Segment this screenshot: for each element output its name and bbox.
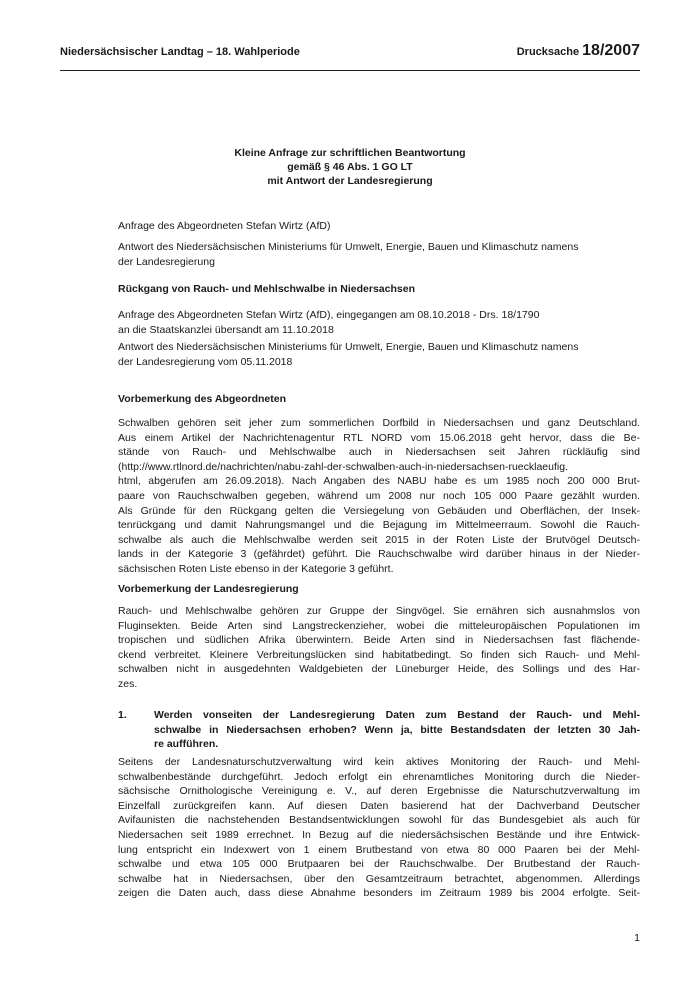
- document-number-value: 18/2007: [582, 42, 640, 59]
- document-number: [517, 42, 640, 60]
- document-title: [0, 146, 700, 188]
- parliament-period: Niedersächsischer Landtag – 18. Wahlperiode: [60, 46, 300, 58]
- inquirer-line: Anfrage des Abgeordneten Stefan Wirtz (AfD): [118, 220, 331, 232]
- subject-heading: Rückgang von Rauch- und Mehlschwalbe in Niedersachsen: [118, 283, 415, 295]
- receipt-paragraph: Anfrage des Abgeordneten Stefan Wirtz (AfD), eingegangen am 08.10.2018 - Drs. 18/1790 an die Staatskanzlei übersandt am 11.10.2018: [118, 309, 540, 336]
- section-heading-mp: Vorbemerkung des Abgeordneten: [118, 393, 287, 405]
- page-header: [60, 40, 640, 71]
- responder-paragraph: Antwort des Niedersächsischen Ministeriums für Umwelt, Energie, Bauen und Klimaschutz namens der Landesregierung: [118, 241, 579, 268]
- answer-date-paragraph: Antwort des Niedersächsischen Ministeriums für Umwelt, Energie, Bauen und Klimaschutz namens der Landesregierung vom 05.11.2018: [118, 341, 579, 368]
- title-line-3: mit Antwort der Landesregierung: [267, 175, 433, 187]
- question-1: [118, 708, 640, 752]
- title-line-2: gemäß § 46 Abs. 1 GO LT: [287, 161, 413, 173]
- section-body-government: Rauch- und Mehlschwalbe gehören zur Gruppe der Singvögel. Sie ernähren sich ausnahmslos von Fluginsekten. Beide Arten sind Langstreckenzieher, wobei die mitteleuropäischen Populationen im tropischen und südlichen Afrika überwintern. Beide Arten sind in Niedersachsen fast flächende- ckend verbreitet. Kleinere Verbreitungslücken sind habitatbedingt. So finden sich Rauch- und Mehl- schwalben nicht in ausgedehnten Waldgebieten der Lüneburger Heide, des Sollings und des Har- zes.: [118, 605, 640, 690]
- page-number: 1: [634, 932, 640, 944]
- question-text: Werden vonseiten der Landesregierung Daten zum Bestand der Rauch- und Mehl- schwalbe in Niedersachsen erhoben? Wenn ja, bitte Bestandsdaten der letzten 30 Jah- re aufführen.: [154, 709, 640, 751]
- title-line-1: Kleine Anfrage zur schriftlichen Beantwortung: [234, 147, 466, 159]
- question-number: 1.: [118, 709, 127, 721]
- section-body-mp: Schwalben gehören seit jeher zum sommerlichen Dorfbild in Niedersachsen und ganz Deutschland. Aus einem Artikel der Nachrichtenagentur RTL NORD vom 15.06.2018 geht hervor, dass die Be- stände von Rauch- und Mehlschwalbe auch in Niedersachsen seit Jahren rückläufig sind (http://www.rtlnord.de/nachrichten/nabu-zahl-der-schwalben-auch-in-niedersachsen-ruecklaeufig. html, abgerufen am 26.09.2018). Nach Angaben des NABU habe es um 1985 noch 200 000 Brut- paare von Rauchschwalben gegeben, während um 2008 nur noch 105 000 Paare gezählt wurden. Als Gründe für den Rückgang gelten die Versiegelung von Gebäuden und Oberflächen, der Insek- tenrückgang und damit Nahrungsmangel und die Bejagung im Mittelmeerraum. Sowohl die Rauch- schwalbe als auch die Mehlschwalbe werden seit 2015 in der Roten Liste der Brutvögel Deutsch- lands in der Kategorie 3 (gefährdet) geführt. Die Rauchschwalbe wird darüber hinaus in der Nieder- sächsischen Roten Liste ebenso in der Kategorie 3 geführt.: [118, 417, 640, 575]
- section-heading-government: Vorbemerkung der Landesregierung: [118, 583, 299, 595]
- answer-1-body: Seitens der Landesnaturschutzverwaltung wird kein aktives Monitoring der Rauch- und Mehl- schwalbenbestände durchgeführt. Jedoch erfolgt ein ehrenamtliches Monitoring durch die Nieder- sächsische Ornithologische Vereinigung e. V., auf deren Ergebnisse die Naturschutzverwaltung im Einzelfall zurückgreifen kann. Auf diesen Daten basierend hat der Dachverband Deutscher Avifaunisten die nachstehenden Bestandsentwicklungen sowohl für das Bundesgebiet als auch für Niedersachen seit 1989 errechnet. In Bezug auf die niedersächsischen Bestände und ihre Entwick- lung entspricht ein Indexwert von 1 einem Brutbestand von etwa 80 000 Paaren bei der Mehl- schwalbe und etwa 105 000 Brutpaaren bei der Rauchschwalbe. Der Brutbestand der Rauch- schwalbe hat in Niedersachsen, über den Gesamtzeitraum betrachtet, abgenommen. Allerdings zeigen die Daten auch, dass diese Abnahme besonders im Zeitraum 1989 bis 2004 erfolgte. Seit-: [118, 756, 640, 900]
- document-number-label: Drucksache: [516, 46, 580, 58]
